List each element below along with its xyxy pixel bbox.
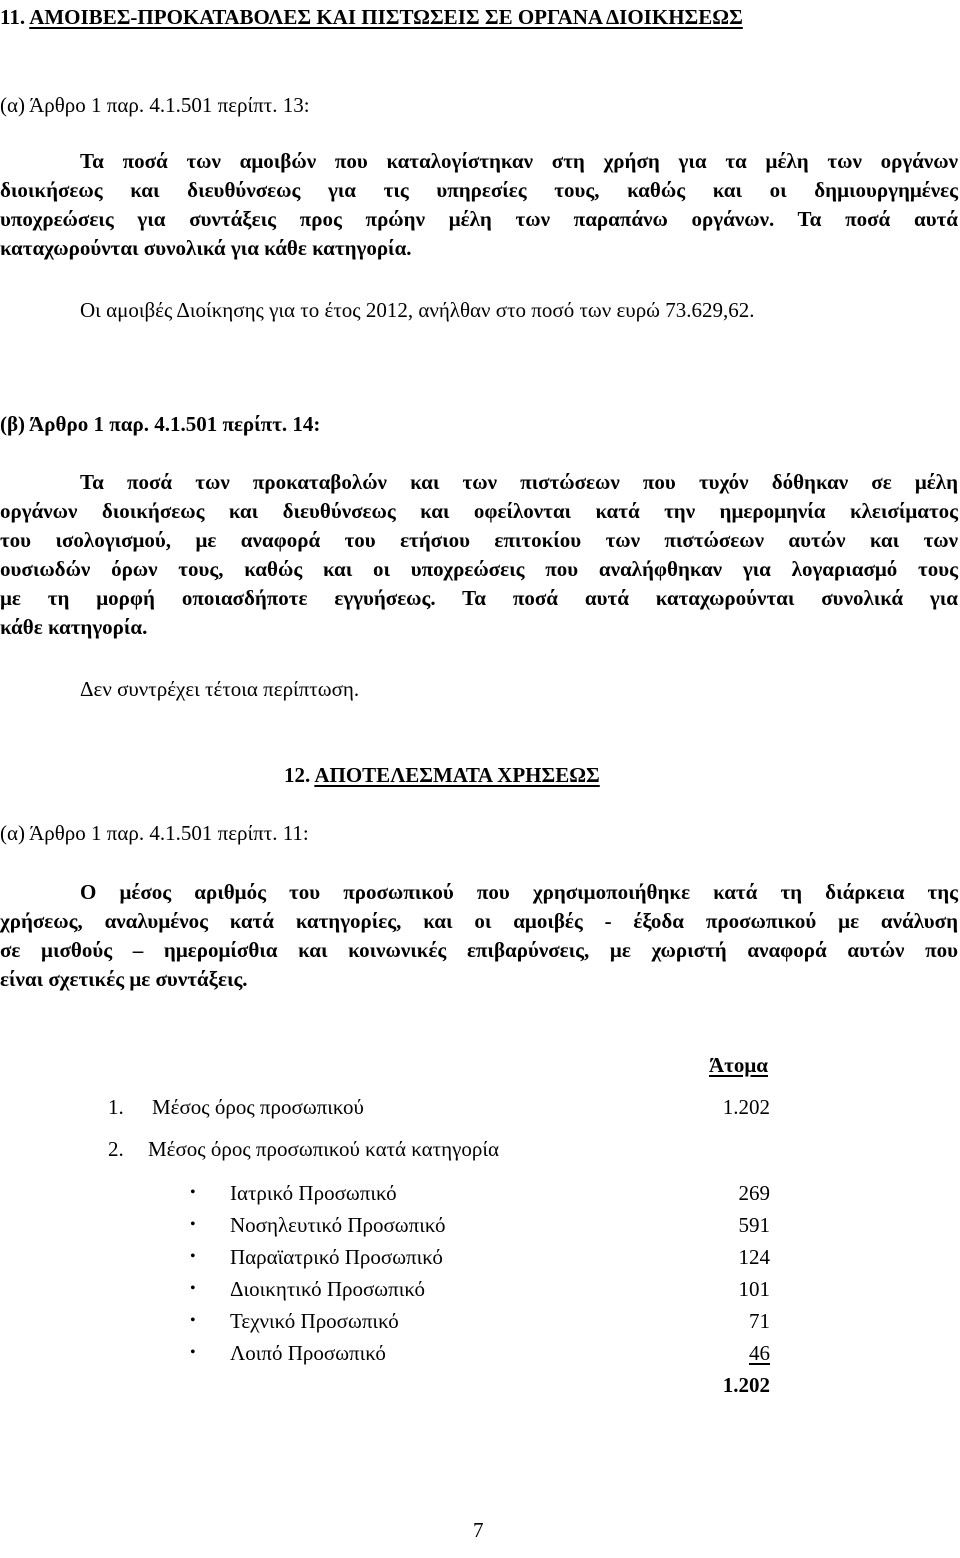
category-value: 591 <box>738 1213 770 1237</box>
paragraph-line: Τα ποσά των αμοιβών που καταλογίστηκαν στη χρήση για τα μέλη των οργάνων <box>80 149 958 173</box>
paragraph-line: σε μισθούς – ημερομίσθια και κοινωνικές επιβαρύνσεις, με χωριστή αναφορά αυτών που <box>0 938 958 962</box>
section-12-title <box>284 760 600 790</box>
paragraph-line: υποχρεώσεις για συντάξεις προς πρώην μέλη των παραπάνω οργάνων. Τα ποσά αυτά <box>0 207 958 231</box>
row-label-average-by-category: Μέσος όρος προσωπικού κατά κατηγορία <box>148 1137 499 1161</box>
category-label: Παραϊατρικό Προσωπικό <box>230 1245 443 1269</box>
row-number: 1. <box>108 1095 124 1119</box>
section-11-number: 11. <box>0 5 26 29</box>
bullet-icon: • <box>190 1216 196 1233</box>
category-value: 101 <box>738 1277 770 1301</box>
category-label: Τεχνικό Προσωπικό <box>230 1309 399 1333</box>
bullet-icon: • <box>190 1280 196 1297</box>
paragraph-line: ουσιωδών όρων τους, καθώς και οι υποχρεώσεις που αναλήφθηκαν για λογαριασμό τους <box>0 557 958 581</box>
paragraph-line: Ο μέσος αριθμός του προσωπικού που χρησιμοποιήθηκε κατά τη διάρκεια της <box>80 880 958 904</box>
section-12-number: 12. <box>284 763 311 787</box>
category-label: Ιατρικό Προσωπικό <box>230 1181 397 1205</box>
section-11-title <box>0 2 743 32</box>
row-number: 2. <box>108 1137 124 1161</box>
section-11b-note: Δεν συντρέχει τέτοια περίπτωση. <box>80 677 360 701</box>
category-value: 269 <box>738 1181 770 1205</box>
bullet-icon: • <box>190 1184 196 1201</box>
paragraph-line: κάθε κατηγορία. <box>0 615 148 639</box>
row-value-average-staff: 1.202 <box>722 1095 770 1119</box>
paragraph-line: οργάνων διοικήσεως και διευθύνσεως και οφείλονται κατά την ημερομηνία κλεισίματος <box>0 499 958 523</box>
paragraph-line: χρήσεως, αναλυμένος κατά κατηγορίες, και οι αμοιβές - έξοδα προσωπικού με ανάλυση <box>0 909 958 933</box>
section-12-heading: ΑΠΟΤΕΛΕΣΜΑΤΑ ΧΡΗΣΕΩΣ <box>314 763 600 787</box>
paragraph-line: του ισολογισμού, με αναφορά του ετήσιου επιτοκίου των πιστώσεων αυτών και των <box>0 528 958 552</box>
column-header-persons: Άτομα <box>709 1053 768 1077</box>
bullet-icon: • <box>190 1312 196 1329</box>
category-label: Νοσηλευτικό Προσωπικό <box>230 1213 446 1237</box>
category-value: 71 <box>749 1309 770 1333</box>
bullet-icon: • <box>190 1344 196 1361</box>
section-11b-heading: (β) Άρθρο 1 παρ. 4.1.501 περίπτ. 14: <box>0 412 321 436</box>
paragraph-line: διοικήσεως και διευθύνσεως για τις υπηρεσίες τους, καθώς και οι δημιουργημένες <box>0 178 958 202</box>
category-label: Λοιπό Προσωπικό <box>230 1341 386 1365</box>
section-12a-heading: (α) Άρθρο 1 παρ. 4.1.501 περίπτ. 11: <box>0 821 309 845</box>
paragraph-line: με τη μορφή οποιασδήποτε εγγυήσεως. Τα ποσά αυτά καταχωρούνται συνολικά για <box>0 586 958 610</box>
section-11-heading: ΑΜΟΙΒΕΣ-ΠΡΟΚΑΤΑΒΟΛΕΣ ΚΑΙ ΠΙΣΤΩΣΕΙΣ ΣΕ ΟΡΓΑΝΑ ΔΙΟΙΚΗΣΕΩΣ <box>29 5 743 29</box>
category-value: 124 <box>738 1245 770 1269</box>
paragraph-line: καταχωρούνται συνολικά για κάθε κατηγορία. <box>0 236 412 260</box>
section-11a-note: Οι αμοιβές Διοίκησης για το έτος 2012, ανήλθαν στο ποσό των ευρώ 73.629,62. <box>80 298 755 322</box>
category-value: 46 <box>749 1341 770 1365</box>
row-label-average-staff: Μέσος όρος προσωπικού <box>152 1095 364 1119</box>
paragraph-line: Τα ποσά των προκαταβολών και των πιστώσεων που τυχόν δόθηκαν σε μέλη <box>80 470 958 494</box>
paragraph-line: είναι σχετικές με συντάξεις. <box>0 967 248 991</box>
category-label: Διοικητικό Προσωπικό <box>230 1277 425 1301</box>
bullet-icon: • <box>190 1248 196 1265</box>
staff-total: 1.202 <box>722 1373 770 1397</box>
page-number: 7 <box>473 1518 484 1542</box>
section-11a-heading: (α) Άρθρο 1 παρ. 4.1.501 περίπτ. 13: <box>0 93 310 117</box>
